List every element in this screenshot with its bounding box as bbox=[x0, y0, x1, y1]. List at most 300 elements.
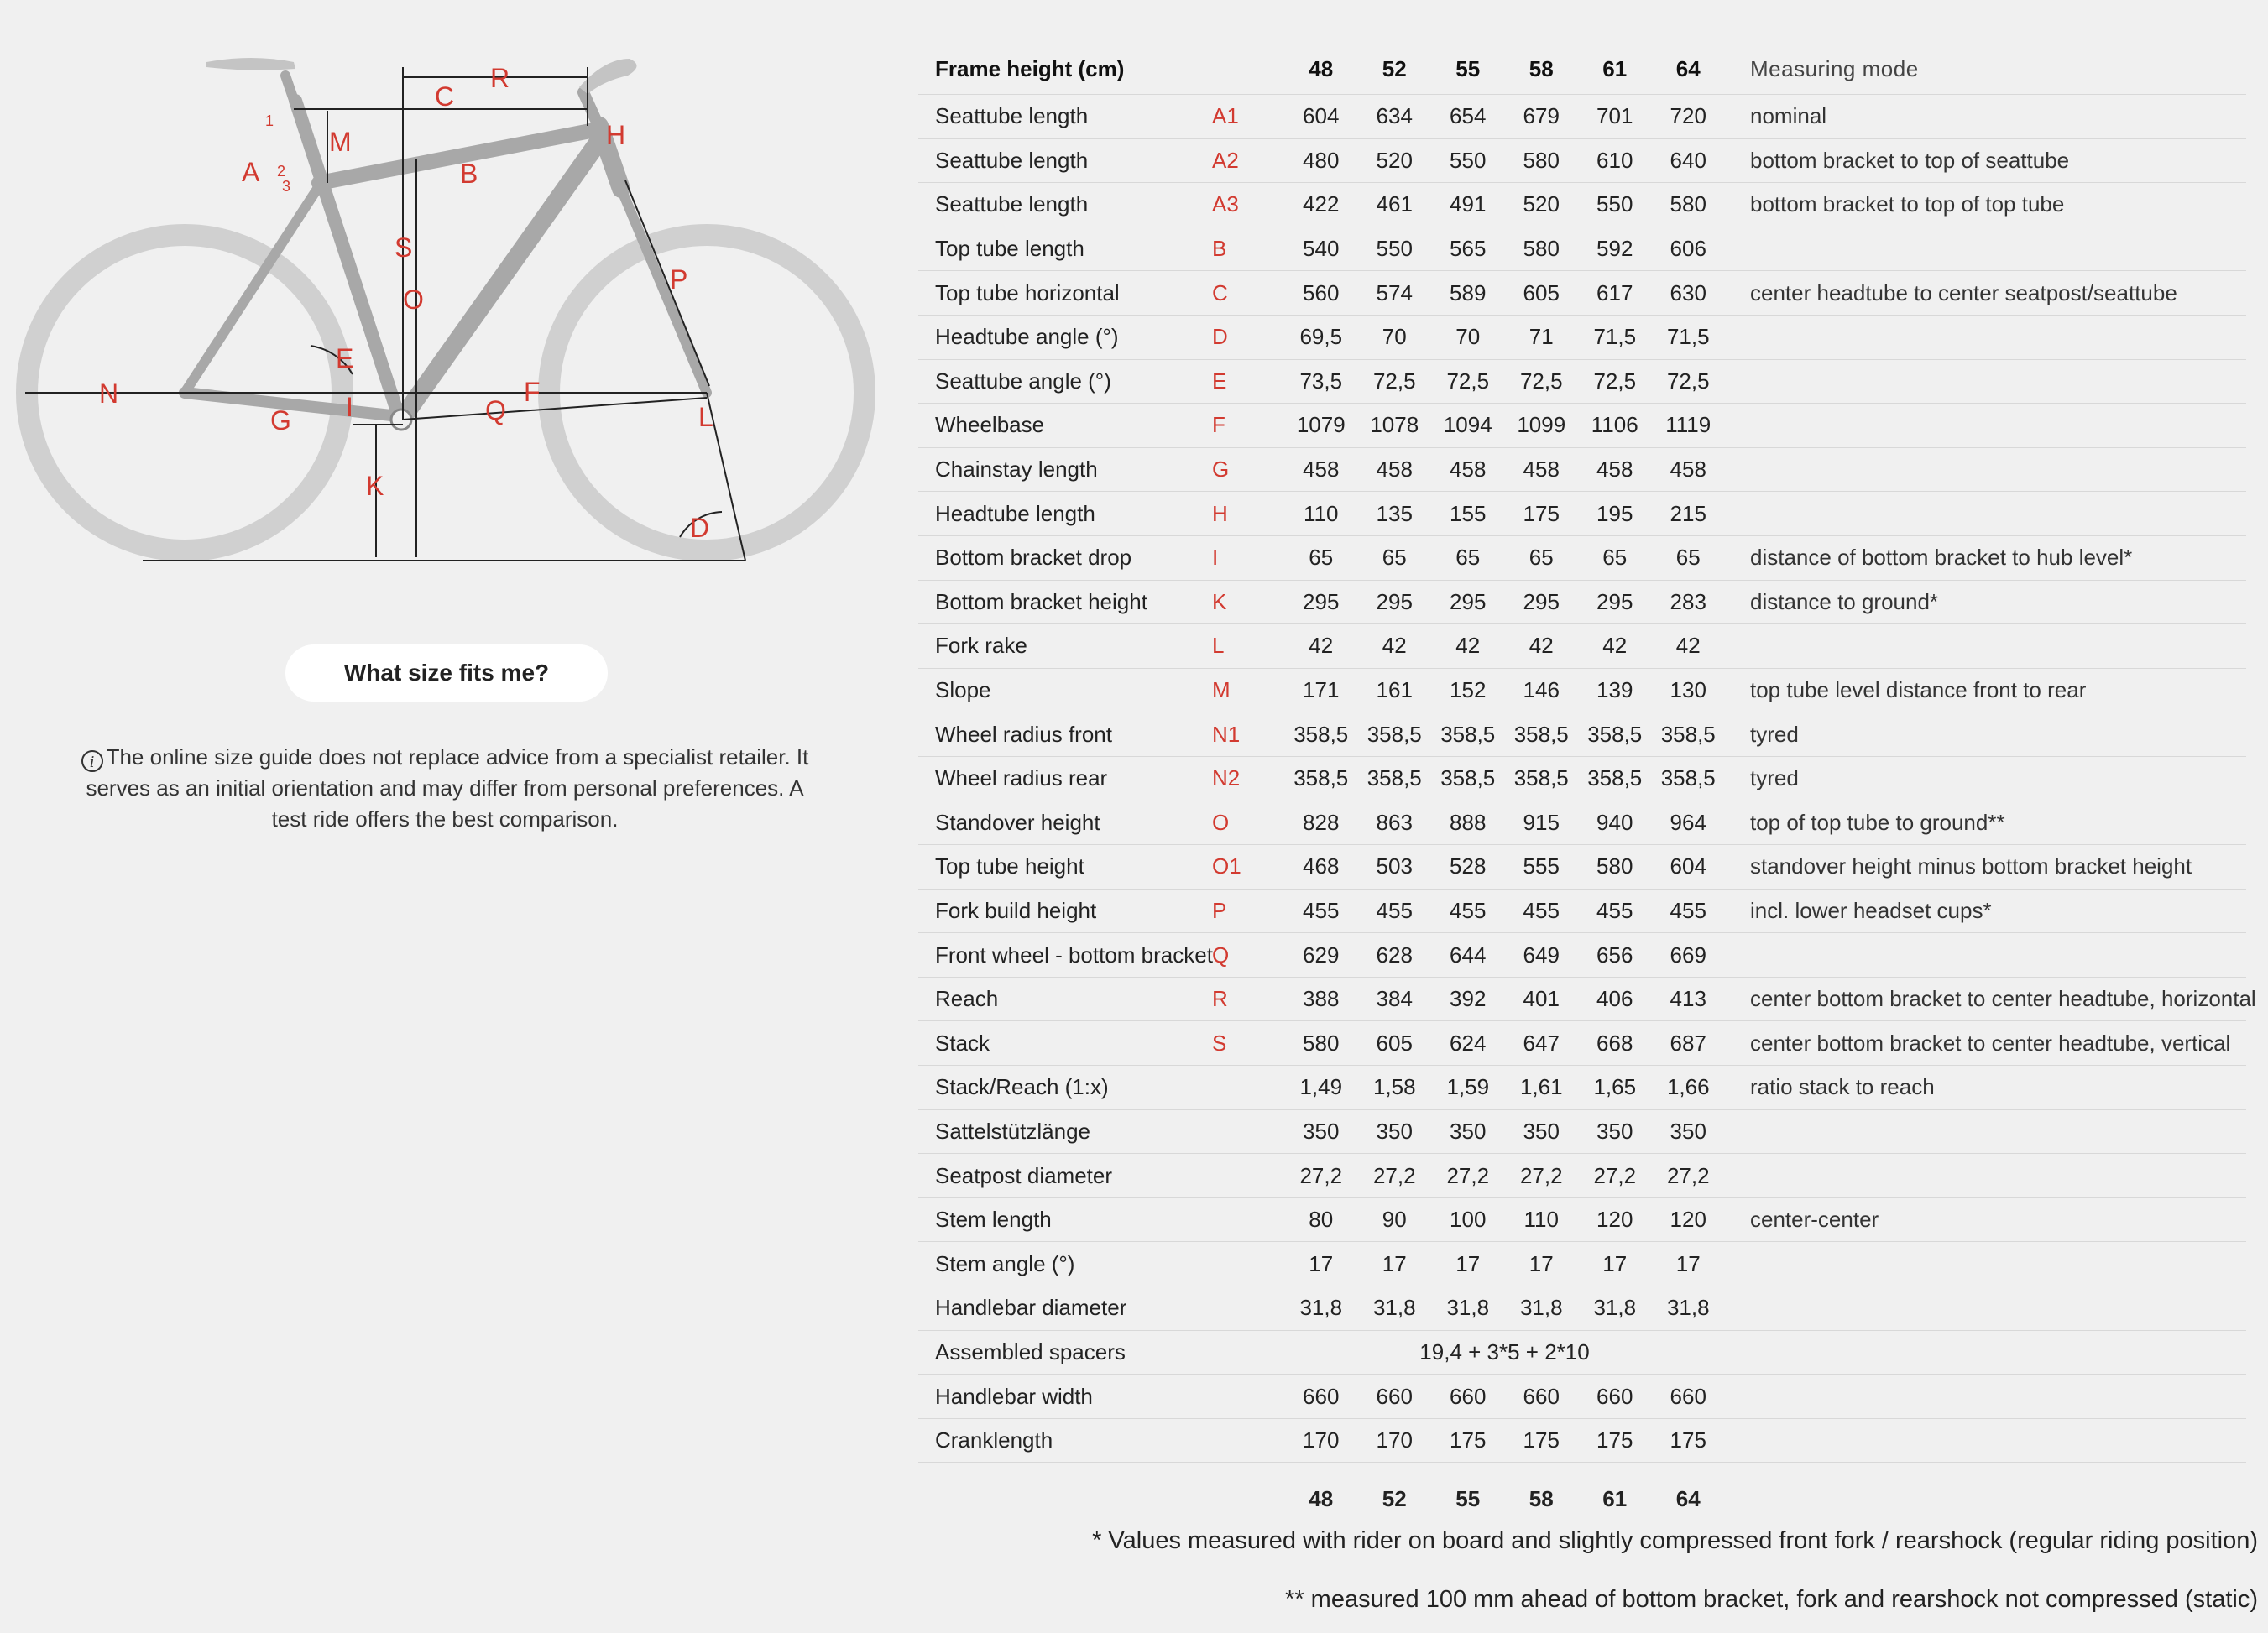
info-icon: i bbox=[81, 750, 103, 772]
measurement-code: N2 bbox=[1212, 756, 1284, 801]
table-row bbox=[918, 933, 2246, 978]
measurement-value: 72,5 bbox=[1505, 359, 1579, 404]
measurement-value: 550 bbox=[1358, 227, 1432, 271]
measurement-value: 455 bbox=[1505, 889, 1579, 933]
measurement-value: 1099 bbox=[1505, 404, 1579, 448]
measuring-mode: center bottom bracket to center headtube, vertical bbox=[1725, 1021, 2246, 1066]
measurement-value: 480 bbox=[1284, 138, 1358, 183]
measuring-mode bbox=[1725, 1154, 2246, 1198]
measurement-name: Top tube length bbox=[918, 227, 1212, 271]
measurement-value: 65 bbox=[1358, 535, 1432, 580]
measurement-value: 358,5 bbox=[1431, 756, 1505, 801]
measurement-value: 458 bbox=[1358, 447, 1432, 492]
measurement-value: 1,66 bbox=[1652, 1066, 1726, 1110]
measurement-value: 647 bbox=[1505, 1021, 1579, 1066]
measurement-name: Headtube length bbox=[918, 492, 1212, 536]
measurement-value: 392 bbox=[1431, 977, 1505, 1021]
label-A: A bbox=[242, 157, 260, 187]
measurement-name: Headtube angle (°) bbox=[918, 315, 1212, 359]
measurement-value: 42 bbox=[1284, 624, 1358, 669]
measurement-lines bbox=[25, 67, 745, 561]
measurement-value: 574 bbox=[1358, 271, 1432, 316]
measuring-mode: nominal bbox=[1725, 95, 2246, 139]
measuring-mode bbox=[1725, 1109, 2246, 1154]
table-row bbox=[918, 977, 2246, 1021]
measurement-name: Stack bbox=[918, 1021, 1212, 1066]
size-fit-button[interactable]: What size fits me? bbox=[285, 644, 608, 702]
label-3: 3 bbox=[282, 178, 291, 195]
size-header: 64 bbox=[1652, 44, 1726, 95]
measurement-code: P bbox=[1212, 889, 1284, 933]
measurement-value: 65 bbox=[1578, 535, 1652, 580]
measurement-value: 17 bbox=[1284, 1242, 1358, 1286]
measurement-value: 580 bbox=[1284, 1021, 1358, 1066]
label-K: K bbox=[366, 471, 384, 501]
measurement-value: 65 bbox=[1505, 535, 1579, 580]
measurement-value: 27,2 bbox=[1652, 1154, 1726, 1198]
measuring-mode bbox=[1725, 1330, 2246, 1375]
measuring-mode: top tube level distance front to rear bbox=[1725, 668, 2246, 712]
measurement-value: 70 bbox=[1358, 315, 1432, 359]
measurement-name: Seattube angle (°) bbox=[918, 359, 1212, 404]
measurement-name: Seatpost diameter bbox=[918, 1154, 1212, 1198]
measurement-value: 964 bbox=[1652, 801, 1726, 845]
measurement-name: Bottom bracket height bbox=[918, 580, 1212, 624]
label-D: D bbox=[690, 513, 710, 543]
geometry-table-body bbox=[918, 95, 2256, 1463]
size-header: 48 bbox=[1284, 44, 1358, 95]
table-row bbox=[918, 1418, 2246, 1463]
label-F: F bbox=[524, 377, 541, 407]
measuring-mode bbox=[1725, 933, 2246, 978]
label-L: L bbox=[698, 402, 713, 432]
measurement-value: 358,5 bbox=[1505, 712, 1579, 757]
measurement-value: 629 bbox=[1284, 933, 1358, 978]
measurement-value: 80 bbox=[1284, 1197, 1358, 1242]
measurement-value: 295 bbox=[1284, 580, 1358, 624]
label-S: S bbox=[395, 232, 413, 263]
measuring-mode: bottom bracket to top of top tube bbox=[1725, 183, 2246, 227]
table-row bbox=[918, 624, 2246, 669]
measuring-mode bbox=[1725, 1418, 2246, 1463]
label-P: P bbox=[670, 264, 688, 295]
table-footer-row bbox=[918, 1463, 2246, 1536]
label-H: H bbox=[606, 120, 626, 150]
measurement-value: 17 bbox=[1652, 1242, 1726, 1286]
measurement-value: 17 bbox=[1505, 1242, 1579, 1286]
measurement-value: 175 bbox=[1431, 1418, 1505, 1463]
table-row bbox=[918, 271, 2246, 316]
measurement-name: Stem length bbox=[918, 1197, 1212, 1242]
measurement-value: 27,2 bbox=[1431, 1154, 1505, 1198]
measurement-value: 27,2 bbox=[1505, 1154, 1579, 1198]
measurement-value: 31,8 bbox=[1578, 1286, 1652, 1331]
table-row bbox=[918, 580, 2246, 624]
label-C: C bbox=[435, 81, 455, 112]
measurement-value: 70 bbox=[1431, 315, 1505, 359]
measuring-mode: standover height minus bottom bracket height bbox=[1725, 845, 2246, 890]
measurement-name: Wheelbase bbox=[918, 404, 1212, 448]
size-footer: 48 bbox=[1309, 1485, 1334, 1511]
label-2: 2 bbox=[277, 163, 286, 180]
measurement-value: 350 bbox=[1578, 1109, 1652, 1154]
measurement-value: 350 bbox=[1505, 1109, 1579, 1154]
measurement-value: 455 bbox=[1358, 889, 1432, 933]
table-row bbox=[918, 712, 2246, 757]
table-row bbox=[918, 801, 2246, 845]
table-row bbox=[918, 227, 2246, 271]
measurement-value: 580 bbox=[1505, 138, 1579, 183]
measurement-value: 455 bbox=[1652, 889, 1726, 933]
size-header: 61 bbox=[1578, 44, 1652, 95]
measurement-value: 72,5 bbox=[1652, 359, 1726, 404]
measurement-value: 175 bbox=[1505, 492, 1579, 536]
table-row bbox=[918, 1197, 2246, 1242]
measurement-code: L bbox=[1212, 624, 1284, 669]
measurement-value: 1119 bbox=[1652, 404, 1726, 448]
measurement-value: 161 bbox=[1358, 668, 1432, 712]
saddle bbox=[206, 58, 295, 70]
measuring-mode: center bottom bracket to center headtube, horizontal bbox=[1725, 977, 2246, 1021]
measurement-name: Assembled spacers bbox=[918, 1330, 1212, 1375]
measurement-value: 491 bbox=[1431, 183, 1505, 227]
measurement-value: 42 bbox=[1652, 624, 1726, 669]
measurement-code: Q bbox=[1212, 933, 1284, 978]
disclaimer-text: The online size guide does not replace advice from a specialist retailer. It serves as an initial orientation and may differ from personal preferences. A test ride offers the best comparison. bbox=[86, 744, 809, 832]
measurement-code bbox=[1212, 1154, 1284, 1198]
measurement-value: 687 bbox=[1652, 1021, 1726, 1066]
measurement-value: 358,5 bbox=[1284, 756, 1358, 801]
measurement-value: 668 bbox=[1578, 1021, 1652, 1066]
measurement-value: 1094 bbox=[1431, 404, 1505, 448]
measurement-value: 72,5 bbox=[1431, 359, 1505, 404]
measurement-value: 656 bbox=[1578, 933, 1652, 978]
size-footer: 61 bbox=[1602, 1485, 1628, 1511]
measurement-value: 295 bbox=[1578, 580, 1652, 624]
measurement-value: 828 bbox=[1284, 801, 1358, 845]
size-header: 58 bbox=[1505, 44, 1579, 95]
label-M: M bbox=[329, 127, 352, 157]
measurement-value: 175 bbox=[1578, 1418, 1652, 1463]
size-footer: 52 bbox=[1382, 1485, 1407, 1511]
measurement-value: 580 bbox=[1578, 845, 1652, 890]
measurement-name: Cranklength bbox=[918, 1418, 1212, 1463]
measurement-value: 649 bbox=[1505, 933, 1579, 978]
measurement-value: 358,5 bbox=[1284, 712, 1358, 757]
label-O: O bbox=[403, 284, 424, 315]
measurement-name: Seattube length bbox=[918, 95, 1212, 139]
measurement-value: 455 bbox=[1284, 889, 1358, 933]
measurement-code bbox=[1212, 1418, 1284, 1463]
measuring-mode bbox=[1725, 315, 2246, 359]
measurement-value: 27,2 bbox=[1578, 1154, 1652, 1198]
measurement-value: 888 bbox=[1431, 801, 1505, 845]
measurement-code: A3 bbox=[1212, 183, 1284, 227]
table-row bbox=[918, 447, 2246, 492]
table-row bbox=[918, 668, 2246, 712]
measurement-value: 358,5 bbox=[1578, 756, 1652, 801]
measurement-value: 120 bbox=[1578, 1197, 1652, 1242]
measurement-value: 660 bbox=[1652, 1375, 1726, 1419]
measurement-value: 27,2 bbox=[1358, 1154, 1432, 1198]
table-row bbox=[918, 1242, 2246, 1286]
measurement-value: 295 bbox=[1431, 580, 1505, 624]
geometry-diagram-panel bbox=[0, 0, 907, 1633]
frame-height-header: Frame height (cm) bbox=[918, 44, 1212, 95]
measurement-name: Handlebar diameter bbox=[918, 1286, 1212, 1331]
measurement-value: 630 bbox=[1652, 271, 1726, 316]
measurement-value: 580 bbox=[1652, 183, 1726, 227]
measurement-name: Seattube length bbox=[918, 183, 1212, 227]
measurement-value: 660 bbox=[1284, 1375, 1358, 1419]
measurement-code: E bbox=[1212, 359, 1284, 404]
measuring-mode: tyred bbox=[1725, 712, 2246, 757]
measurement-value: 624 bbox=[1431, 1021, 1505, 1066]
measurement-code: B bbox=[1212, 227, 1284, 271]
measurement-name: Top tube horizontal bbox=[918, 271, 1212, 316]
measurement-value: 65 bbox=[1652, 535, 1726, 580]
label-N: N bbox=[99, 378, 119, 409]
measurement-value: 358,5 bbox=[1358, 712, 1432, 757]
measurement-value: 90 bbox=[1358, 1197, 1432, 1242]
size-header: 52 bbox=[1358, 44, 1432, 95]
measurement-value: 71 bbox=[1505, 315, 1579, 359]
measurement-value: 350 bbox=[1652, 1109, 1726, 1154]
footnote-standover: ** measured 100 mm ahead of bottom bracket, fork and rearshock not compressed (static) bbox=[1285, 1586, 2258, 1613]
measurement-code: R bbox=[1212, 977, 1284, 1021]
measurement-code: O1 bbox=[1212, 845, 1284, 890]
measurement-name: Front wheel - bottom bracket bbox=[918, 933, 1212, 978]
measurement-value: 413 bbox=[1652, 977, 1726, 1021]
table-row bbox=[918, 1066, 2246, 1110]
measurement-value: 720 bbox=[1652, 95, 1726, 139]
measurement-value: 679 bbox=[1505, 95, 1579, 139]
measurement-name: Bottom bracket drop bbox=[918, 535, 1212, 580]
measuring-mode bbox=[1725, 1375, 2246, 1419]
measuring-mode bbox=[1725, 404, 2246, 448]
measurement-value: 1,59 bbox=[1431, 1066, 1505, 1110]
measurement-value: 31,8 bbox=[1505, 1286, 1579, 1331]
measurement-value: 455 bbox=[1578, 889, 1652, 933]
measurement-value: 42 bbox=[1505, 624, 1579, 669]
measurement-value: 175 bbox=[1652, 1418, 1726, 1463]
measurement-value: 42 bbox=[1578, 624, 1652, 669]
measurement-value: 135 bbox=[1358, 492, 1432, 536]
measuring-mode bbox=[1725, 359, 2246, 404]
measuring-mode bbox=[1725, 492, 2246, 536]
measurement-value: 171 bbox=[1284, 668, 1358, 712]
measurement-value: 458 bbox=[1578, 447, 1652, 492]
measurement-value: 1,49 bbox=[1284, 1066, 1358, 1110]
measurement-value: 605 bbox=[1505, 271, 1579, 316]
measurement-value: 580 bbox=[1505, 227, 1579, 271]
measurement-value: 31,8 bbox=[1284, 1286, 1358, 1331]
measurement-value: 65 bbox=[1284, 535, 1358, 580]
measurement-code bbox=[1212, 1109, 1284, 1154]
measurement-value: 73,5 bbox=[1284, 359, 1358, 404]
measurement-code bbox=[1212, 1375, 1284, 1419]
measurement-value: 170 bbox=[1358, 1418, 1432, 1463]
measurement-code: O bbox=[1212, 801, 1284, 845]
label-Q: Q bbox=[485, 395, 506, 425]
measurement-value: 69,5 bbox=[1284, 315, 1358, 359]
measuring-mode: incl. lower headset cups* bbox=[1725, 889, 2246, 933]
measurement-value: 660 bbox=[1358, 1375, 1432, 1419]
measurement-code: M bbox=[1212, 668, 1284, 712]
table-row bbox=[918, 492, 2246, 536]
measurement-value: 31,8 bbox=[1431, 1286, 1505, 1331]
table-row bbox=[918, 845, 2246, 890]
measurement-value: 146 bbox=[1505, 668, 1579, 712]
table-row bbox=[918, 138, 2246, 183]
measurement-value: 604 bbox=[1284, 95, 1358, 139]
measurement-value: 358,5 bbox=[1652, 712, 1726, 757]
measurement-value: 617 bbox=[1578, 271, 1652, 316]
measurement-code: F bbox=[1212, 404, 1284, 448]
measurement-value: 605 bbox=[1358, 1021, 1432, 1066]
measurement-value: 31,8 bbox=[1652, 1286, 1726, 1331]
measurement-value: 644 bbox=[1431, 933, 1505, 978]
measurement-code bbox=[1212, 1286, 1284, 1331]
measurement-value: 401 bbox=[1505, 977, 1579, 1021]
table-header-row bbox=[918, 44, 2246, 95]
measuring-mode: center-center bbox=[1725, 1197, 2246, 1242]
measurement-value: 384 bbox=[1358, 977, 1432, 1021]
table-row bbox=[918, 1286, 2246, 1331]
measurement-value: 604 bbox=[1652, 845, 1726, 890]
measurement-value: 100 bbox=[1431, 1197, 1505, 1242]
measurement-name: Wheel radius rear bbox=[918, 756, 1212, 801]
measurement-name: Stack/Reach (1:x) bbox=[918, 1066, 1212, 1110]
measuring-mode: ratio stack to reach bbox=[1725, 1066, 2246, 1110]
measurement-value: 654 bbox=[1431, 95, 1505, 139]
measurement-value: 195 bbox=[1578, 492, 1652, 536]
measurement-value: 350 bbox=[1284, 1109, 1358, 1154]
measuring-mode: tyred bbox=[1725, 756, 2246, 801]
measurement-value: 503 bbox=[1358, 845, 1432, 890]
measurement-code: N1 bbox=[1212, 712, 1284, 757]
measurement-value: 71,5 bbox=[1652, 315, 1726, 359]
measurement-value: 17 bbox=[1578, 1242, 1652, 1286]
measurement-code bbox=[1212, 1242, 1284, 1286]
measurement-value: 669 bbox=[1652, 933, 1726, 978]
measurement-value: 1079 bbox=[1284, 404, 1358, 448]
table-row bbox=[918, 95, 2246, 139]
measurement-value: 701 bbox=[1578, 95, 1652, 139]
size-header: 55 bbox=[1431, 44, 1505, 95]
measurement-value: 940 bbox=[1578, 801, 1652, 845]
size-footer: 58 bbox=[1529, 1485, 1554, 1511]
measuring-mode bbox=[1725, 227, 2246, 271]
measurement-name: Stem angle (°) bbox=[918, 1242, 1212, 1286]
measuring-mode: center headtube to center seatpost/seattube bbox=[1725, 271, 2246, 316]
measurement-value: 215 bbox=[1652, 492, 1726, 536]
table-row bbox=[918, 1154, 2246, 1198]
label-I: I bbox=[346, 392, 353, 422]
measuring-mode-header: Measuring mode bbox=[1725, 44, 2246, 95]
measurement-name: Handlebar width bbox=[918, 1375, 1212, 1419]
measurement-value: 528 bbox=[1431, 845, 1505, 890]
measurement-code: K bbox=[1212, 580, 1284, 624]
measurement-value: 170 bbox=[1284, 1418, 1358, 1463]
size-footer: 64 bbox=[1675, 1485, 1701, 1511]
measurement-value: 520 bbox=[1505, 183, 1579, 227]
table-row bbox=[918, 183, 2246, 227]
measuring-mode: distance of bottom bracket to hub level* bbox=[1725, 535, 2246, 580]
label-G: G bbox=[270, 405, 291, 436]
measurement-value: 1,58 bbox=[1358, 1066, 1432, 1110]
measurement-value: 358,5 bbox=[1652, 756, 1726, 801]
measurement-value: 461 bbox=[1358, 183, 1432, 227]
measurement-value: 17 bbox=[1358, 1242, 1432, 1286]
measurement-value: 592 bbox=[1578, 227, 1652, 271]
measurement-value: 152 bbox=[1431, 668, 1505, 712]
measurement-name: Chainstay length bbox=[918, 447, 1212, 492]
measurement-value: 19,4 + 3*5 + 2*10 bbox=[1284, 1330, 1725, 1375]
measurement-value: 72,5 bbox=[1358, 359, 1432, 404]
measurement-value: 110 bbox=[1505, 1197, 1579, 1242]
measuring-mode bbox=[1725, 1286, 2246, 1331]
measuring-mode bbox=[1725, 447, 2246, 492]
measurement-value: 565 bbox=[1431, 227, 1505, 271]
measurement-name: Seattube length bbox=[918, 138, 1212, 183]
measurement-name: Sattelstützlänge bbox=[918, 1109, 1212, 1154]
label-R: R bbox=[490, 63, 510, 93]
measurement-name: Fork rake bbox=[918, 624, 1212, 669]
measurement-value: 71,5 bbox=[1578, 315, 1652, 359]
measurement-value: 540 bbox=[1284, 227, 1358, 271]
measurement-value: 1,61 bbox=[1505, 1066, 1579, 1110]
measurement-value: 458 bbox=[1652, 447, 1726, 492]
measurement-code bbox=[1212, 1330, 1284, 1375]
measurement-name: Slope bbox=[918, 668, 1212, 712]
measurement-value: 388 bbox=[1284, 977, 1358, 1021]
measurement-value: 358,5 bbox=[1578, 712, 1652, 757]
measurement-code: I bbox=[1212, 535, 1284, 580]
geometry-table bbox=[918, 44, 2256, 1535]
measurement-value: 660 bbox=[1578, 1375, 1652, 1419]
label-E: E bbox=[336, 343, 354, 373]
measurement-value: 42 bbox=[1358, 624, 1432, 669]
measurement-code bbox=[1212, 1197, 1284, 1242]
measurement-value: 606 bbox=[1652, 227, 1726, 271]
measurement-value: 660 bbox=[1431, 1375, 1505, 1419]
measuring-mode bbox=[1725, 1242, 2246, 1286]
measurement-value: 458 bbox=[1431, 447, 1505, 492]
measurement-value: 455 bbox=[1431, 889, 1505, 933]
measurement-value: 65 bbox=[1431, 535, 1505, 580]
measurement-value: 660 bbox=[1505, 1375, 1579, 1419]
measurement-value: 589 bbox=[1431, 271, 1505, 316]
table-row bbox=[918, 1109, 2246, 1154]
measurement-value: 350 bbox=[1358, 1109, 1432, 1154]
measurement-value: 295 bbox=[1505, 580, 1579, 624]
measurement-value: 560 bbox=[1284, 271, 1358, 316]
measuring-mode bbox=[1725, 624, 2246, 669]
label-1: 1 bbox=[265, 112, 274, 129]
footnote-rider-on-board: * Values measured with rider on board and slightly compressed front fork / rearshock (regular riding position) bbox=[1092, 1527, 2258, 1554]
measurement-code: S bbox=[1212, 1021, 1284, 1066]
measurement-value: 634 bbox=[1358, 95, 1432, 139]
size-guide-disclaimer bbox=[67, 742, 823, 835]
table-row bbox=[918, 889, 2246, 933]
measurement-value: 295 bbox=[1358, 580, 1432, 624]
measurement-code bbox=[1212, 1066, 1284, 1110]
measurement-code: H bbox=[1212, 492, 1284, 536]
measurement-value: 1,65 bbox=[1578, 1066, 1652, 1110]
bike-geometry-diagram bbox=[0, 0, 907, 621]
measurement-value: 27,2 bbox=[1284, 1154, 1358, 1198]
